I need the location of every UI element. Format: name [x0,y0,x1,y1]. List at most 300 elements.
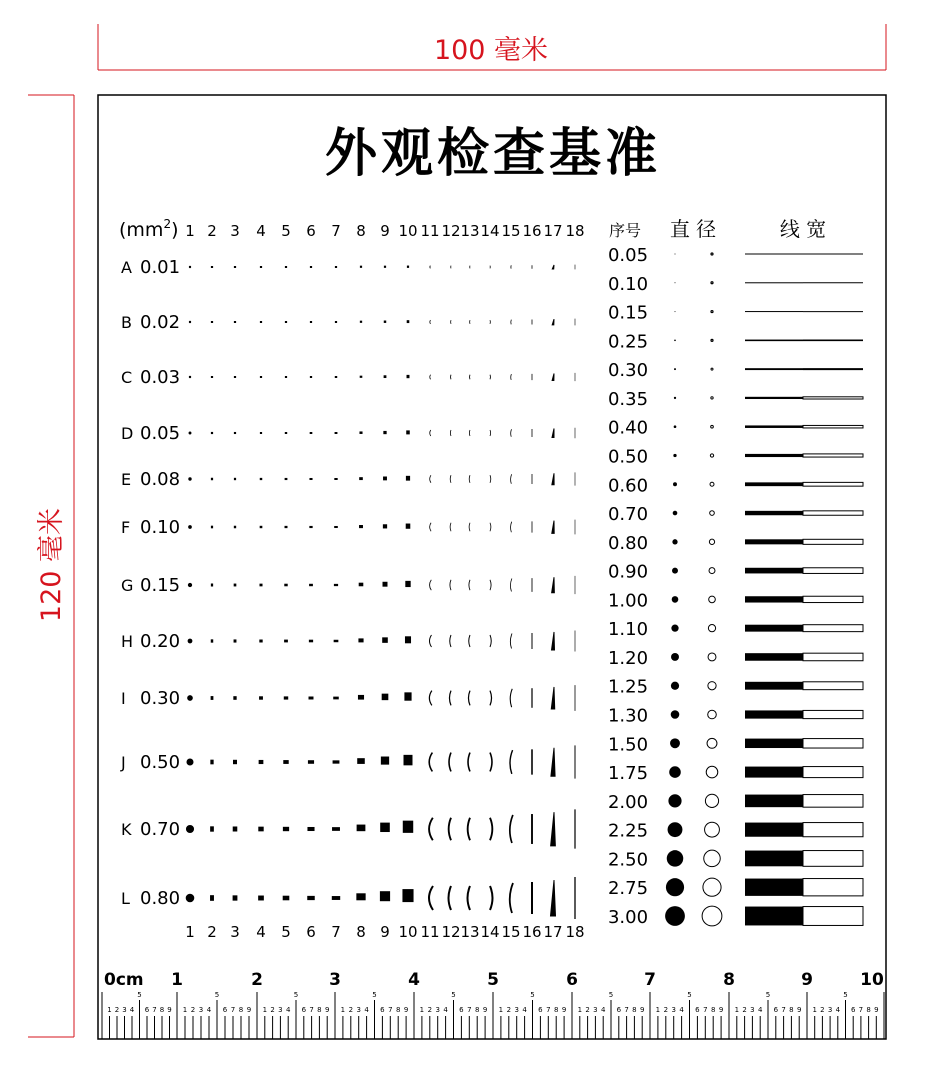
column-number: 10 [398,923,417,941]
ruler-mm-label: 4 [207,1006,212,1014]
defect-mark [233,760,236,763]
defect-mark [211,526,212,528]
defect-mark [359,639,363,642]
ruler-mm-label: 1 [578,1006,582,1014]
ruler-half-label: 5 [766,991,770,999]
row-area-value: 0.02 [140,312,180,333]
ruler-mm-label: 3 [671,1006,675,1014]
column-number: 6 [306,222,316,240]
defect-mark [360,376,362,377]
defect-mark [384,431,386,433]
ruler-mm-label: 1 [812,1006,816,1014]
ruler-cm-label: 4 [408,970,420,990]
ruler-mm-label: 3 [199,1006,203,1014]
defect-mark [211,896,214,901]
column-number: 13 [460,222,479,240]
ruler-mm-label: 7 [859,1006,863,1014]
defect-mark [285,322,286,323]
row-letter: K [121,820,132,839]
defect-mark [406,524,410,528]
defect-mark [259,760,263,763]
defect-mark [260,433,261,434]
defect-mark [310,377,311,378]
ruler-mm-label: 9 [404,1006,408,1014]
defect-mark [234,432,235,433]
ruler-mm-label: 7 [546,1006,550,1014]
hollow-line-width-bar [803,568,863,574]
column-number: 3 [230,222,240,240]
row-area-value: 0.01 [140,257,180,278]
defect-mark [310,526,312,527]
column-number: 16 [522,923,541,941]
defect-mark [334,584,337,585]
ruler-mm-label: 4 [130,1006,135,1014]
defect-mark [283,896,289,900]
width-value: 0.50 [608,446,648,467]
column-number: 17 [543,222,562,240]
defect-mark [308,896,315,899]
ruler-mm-label: 8 [632,1006,636,1014]
defect-mark [334,697,339,699]
ruler-mm-label: 6 [695,1006,700,1014]
defect-mark [333,761,339,763]
row-area-value: 0.80 [140,888,180,909]
defect-mark [310,322,311,323]
solid-line-width-bar [745,710,803,718]
defect-mark [360,432,362,434]
width-value: 0.40 [608,418,648,439]
ruler-mm-label: 6 [459,1006,464,1014]
hollow-line-width-bar [803,454,863,457]
defect-mark [358,695,363,699]
height-dimension-label: 120 毫米 [36,508,67,622]
row-area-value: 0.03 [140,367,180,388]
solid-diameter-dot [672,539,677,544]
defect-mark [383,582,387,586]
row-letter: F [121,518,130,537]
ruler-mm-label: 6 [302,1006,307,1014]
ruler-mm-label: 9 [325,1006,329,1014]
solid-diameter-dot [667,850,684,867]
width-dimension-label: 100 毫米 [434,35,548,66]
ruler-mm-label: 7 [309,1006,313,1014]
defect-mark [234,697,236,700]
defect-mark [233,827,237,831]
solid-line-width-bar [745,596,803,602]
width-value: 0.15 [608,303,648,324]
width-value: 0.60 [608,475,648,496]
ruler-mm-label: 2 [191,1006,195,1014]
solid-diameter-dot [675,311,676,312]
hollow-line-width-bar [803,482,863,486]
solid-line-width-bar [745,653,803,661]
column-number: 1 [185,222,195,240]
ruler-half-label: 5 [843,991,847,999]
defect-mark [186,825,193,832]
ruler-mm-label: 9 [797,1006,801,1014]
defect-mark [310,584,313,585]
ruler-half-label: 5 [294,991,298,999]
defect-mark [384,477,387,480]
solid-line-width-bar [745,625,803,632]
defect-mark [335,433,337,434]
row-letter: G [121,576,133,595]
hollow-line-width-bar [803,682,863,690]
ruler-mm-label: 8 [396,1006,400,1014]
defect-mark [260,584,262,586]
defect-mark [259,827,263,831]
width-value: 1.20 [608,648,648,669]
hollow-line-width-bar [803,879,863,896]
hollow-line-width-bar [803,625,863,632]
width-value: 1.00 [608,590,648,611]
ruler-mm-label: 6 [223,1006,228,1014]
solid-diameter-dot [671,682,679,690]
ruler-cm-label: 8 [723,970,735,990]
column-number: 9 [380,923,390,941]
column-number: 14 [480,923,499,941]
column-number: 4 [256,222,266,240]
solid-line-width-bar [745,851,803,867]
defect-mark [333,828,340,831]
defect-mark [188,639,192,643]
column-number: 9 [380,222,390,240]
ruler-cm-label: 1 [171,970,183,990]
column-number: 7 [331,222,341,240]
defect-mark [310,478,312,479]
hollow-line-width-bar [803,539,863,544]
ruler-cm-label: 6 [566,970,578,990]
column-number: 3 [230,923,240,941]
ruler-half-label: 5 [215,991,219,999]
row-letter: E [121,470,131,489]
defect-mark [285,377,286,378]
solid-line-width-bar [745,340,803,342]
width-value: 0.70 [608,504,648,525]
ruler-mm-label: 7 [703,1006,707,1014]
defect-mark [357,825,365,831]
ruler-mm-label: 4 [522,1006,527,1014]
hollow-line-width-bar [803,823,863,837]
row-area-value: 0.70 [140,819,180,840]
width-value: 0.35 [608,389,648,410]
solid-line-width-bar [745,511,803,515]
column-number: 12 [441,222,460,240]
ruler-mm-label: 8 [866,1006,870,1014]
column-number: 14 [480,222,499,240]
hollow-line-width-bar [803,710,863,718]
defect-mark [383,638,388,643]
defect-mark [406,581,410,586]
row-letter: H [121,632,133,651]
column-number: 18 [565,923,584,941]
width-value: 0.10 [608,274,648,295]
defect-mark [383,525,386,528]
defect-mark [234,322,235,323]
column-number: 1 [185,923,195,941]
ruler-mm-label: 4 [836,1006,841,1014]
solid-line-width-bar [745,767,803,778]
defect-mark [381,757,388,764]
defect-mark [234,377,235,378]
ruler-mm-label: 9 [874,1006,878,1014]
ruler-mm-label: 4 [364,1006,369,1014]
defect-mark [211,760,213,764]
ruler-mm-label: 3 [278,1006,282,1014]
defect-mark [211,377,212,378]
width-value: 0.30 [608,360,648,381]
width-value: 2.50 [608,849,648,870]
ruler-mm-label: 6 [380,1006,385,1014]
defect-mark [189,478,191,480]
column-number: 11 [420,222,439,240]
ruler-mm-label: 1 [420,1006,424,1014]
solid-line-width-bar [745,568,803,574]
ruler-mm-label: 9 [247,1006,251,1014]
page-title: 外观检查基准 [325,124,661,184]
ruler-mm-label: 8 [317,1006,321,1014]
defect-mark [189,266,190,267]
ruler-mm-label: 4 [443,1006,448,1014]
defect-mark [407,266,408,267]
width-value: 2.00 [608,792,648,813]
ruler-mm-label: 2 [742,1006,746,1014]
width-value: 0.90 [608,562,648,583]
defect-mark [357,894,365,900]
width-value: 1.50 [608,734,648,755]
ruler-mm-label: 2 [664,1006,668,1014]
hollow-line-width-bar [803,653,863,661]
solid-diameter-dot [673,482,677,486]
row-letter: B [121,313,132,332]
ruler-mm-label: 1 [263,1006,267,1014]
defect-mark [234,640,236,642]
header-diameter: 直 径 [670,217,716,241]
defect-mark [308,827,314,830]
ruler-mm-label: 9 [719,1006,723,1014]
solid-line-width-bar [745,907,803,926]
ruler-mm-label: 1 [183,1006,187,1014]
defect-mark [308,761,313,764]
defect-mark [260,526,262,527]
solid-line-width-bar [745,397,803,399]
column-number: 15 [501,222,520,240]
defect-mark [335,322,336,323]
column-number: 2 [207,923,217,941]
solid-diameter-dot [671,710,680,719]
defect-mark [285,526,287,527]
ruler-mm-label: 2 [270,1006,274,1014]
ruler-mm-label: 1 [499,1006,503,1014]
defect-mark [284,761,288,764]
solid-diameter-dot [675,254,676,255]
solid-diameter-dot [673,511,678,516]
column-number: 4 [256,923,266,941]
defect-mark [189,526,192,529]
ruler-mm-label: 2 [820,1006,824,1014]
solid-line-width-bar [745,454,803,457]
ruler-mm-label: 4 [601,1006,606,1014]
ruler-mm-label: 8 [160,1006,164,1014]
row-letter: I [121,689,126,708]
solid-diameter-dot [669,766,681,778]
row-area-value: 0.20 [140,631,180,652]
ruler-cm-label: 2 [251,970,263,990]
ruler-mm-label: 8 [789,1006,793,1014]
ruler-mm-label: 9 [562,1006,566,1014]
row-letter: J [120,753,126,772]
row-area-value: 0.08 [140,469,180,490]
header-line-width: 线 宽 [780,217,826,241]
row-area-value: 0.15 [140,575,180,596]
width-value: 2.25 [608,821,648,842]
defect-mark [403,821,412,832]
defect-mark [234,267,235,268]
defect-mark [285,640,288,642]
defect-mark [335,526,338,527]
ruler-mm-label: 3 [435,1006,439,1014]
defect-mark [211,432,212,433]
defect-mark [310,267,311,268]
width-value: 2.75 [608,878,648,899]
solid-diameter-dot [671,625,678,632]
ruler-mm-label: 4 [679,1006,684,1014]
solid-line-width-bar [745,482,803,486]
ruler-mm-label: 3 [593,1006,597,1014]
row-letter: A [121,258,132,277]
hollow-line-width-bar [803,767,863,778]
row-letter: L [121,889,130,908]
ruler-mm-label: 9 [640,1006,644,1014]
column-number: 8 [356,923,366,941]
hollow-line-width-bar [803,851,863,867]
defect-mark [260,322,261,323]
solid-diameter-dot [672,596,679,603]
hollow-line-width-bar [803,907,863,926]
defect-mark [404,755,412,764]
solid-line-width-bar [745,795,803,808]
ruler-cm-label: 3 [329,970,341,990]
ruler-mm-label: 8 [475,1006,479,1014]
solid-line-width-bar [745,282,803,283]
ruler-mm-label: 4 [758,1006,763,1014]
column-number: 18 [565,222,584,240]
ruler-mm-label: 7 [152,1006,156,1014]
ruler-mm-label: 3 [750,1006,754,1014]
ruler-mm-label: 6 [538,1006,543,1014]
defect-mark [285,433,286,434]
hollow-line-width-bar [803,397,863,399]
ruler-half-label: 5 [137,991,141,999]
defect-mark [260,267,261,268]
ruler-mm-label: 6 [617,1006,622,1014]
row-letter: C [121,368,132,387]
ruler-zero-label: 0cm [104,970,144,990]
ruler-mm-label: 1 [341,1006,345,1014]
defect-mark [309,697,313,699]
solid-line-width-bar [745,425,803,428]
defect-mark [260,640,262,642]
defect-mark [211,322,212,323]
solid-diameter-dot [675,282,676,283]
width-value: 1.30 [608,706,648,727]
unit-label: $(mm^2)$ [119,217,179,241]
row-area-value: 0.05 [140,423,180,444]
defect-mark [334,640,338,641]
defect-mark [211,478,212,479]
ruler-mm-label: 7 [231,1006,235,1014]
ruler-mm-label: 7 [781,1006,785,1014]
ruler-mm-label: 6 [851,1006,856,1014]
defect-mark [360,266,361,267]
ruler-mm-label: 7 [624,1006,628,1014]
width-value: 1.25 [608,677,648,698]
ruler-mm-label: 2 [115,1006,119,1014]
header-index: 序号 [609,221,641,240]
hollow-line-width-bar [803,795,863,808]
ruler-half-label: 5 [687,991,691,999]
solid-diameter-dot [674,340,676,342]
defect-mark [309,640,312,642]
defect-mark [234,526,235,528]
solid-diameter-dot [668,794,681,807]
defect-mark [335,377,336,378]
ruler-mm-label: 6 [774,1006,779,1014]
solid-line-width-bar [745,311,803,312]
hollow-line-width-bar [803,596,863,602]
defect-mark [332,897,339,900]
column-number: 13 [460,923,479,941]
defect-mark [405,637,410,643]
defect-mark [407,375,409,377]
defect-mark [384,266,385,267]
defect-mark [260,377,261,378]
defect-mark [259,896,264,900]
defect-mark [187,759,193,765]
ruler-mm-label: 3 [514,1006,518,1014]
column-number: 5 [281,222,291,240]
hollow-line-width-bar [803,425,863,428]
defect-mark [358,759,365,764]
ruler-mm-label: 3 [356,1006,360,1014]
ruler-mm-label: 7 [388,1006,392,1014]
solid-diameter-dot [674,368,676,370]
defect-mark [188,583,191,586]
column-number: 11 [420,923,439,941]
defect-mark [211,640,212,642]
defect-mark [211,267,212,268]
column-number: 8 [356,222,366,240]
ruler-mm-label: 3 [122,1006,126,1014]
ruler-mm-label: 1 [656,1006,660,1014]
ruler-mm-label: 7 [467,1006,471,1014]
ruler-mm-label: 6 [145,1006,150,1014]
defect-mark [407,321,409,323]
ruler-mm-label: 1 [735,1006,739,1014]
solid-diameter-dot [670,738,680,748]
ruler-mm-label: 1 [107,1006,111,1014]
solid-line-width-bar [745,368,803,370]
defect-mark [260,697,263,699]
ruler-cm-label: 10 [860,970,884,990]
defect-mark [360,321,361,322]
solid-diameter-dot [673,454,676,457]
solid-diameter-dot [671,653,679,661]
ruler-cm-label: 5 [487,970,499,990]
solid-line-width-bar [745,682,803,690]
column-number: 12 [441,923,460,941]
defect-mark [189,376,190,377]
